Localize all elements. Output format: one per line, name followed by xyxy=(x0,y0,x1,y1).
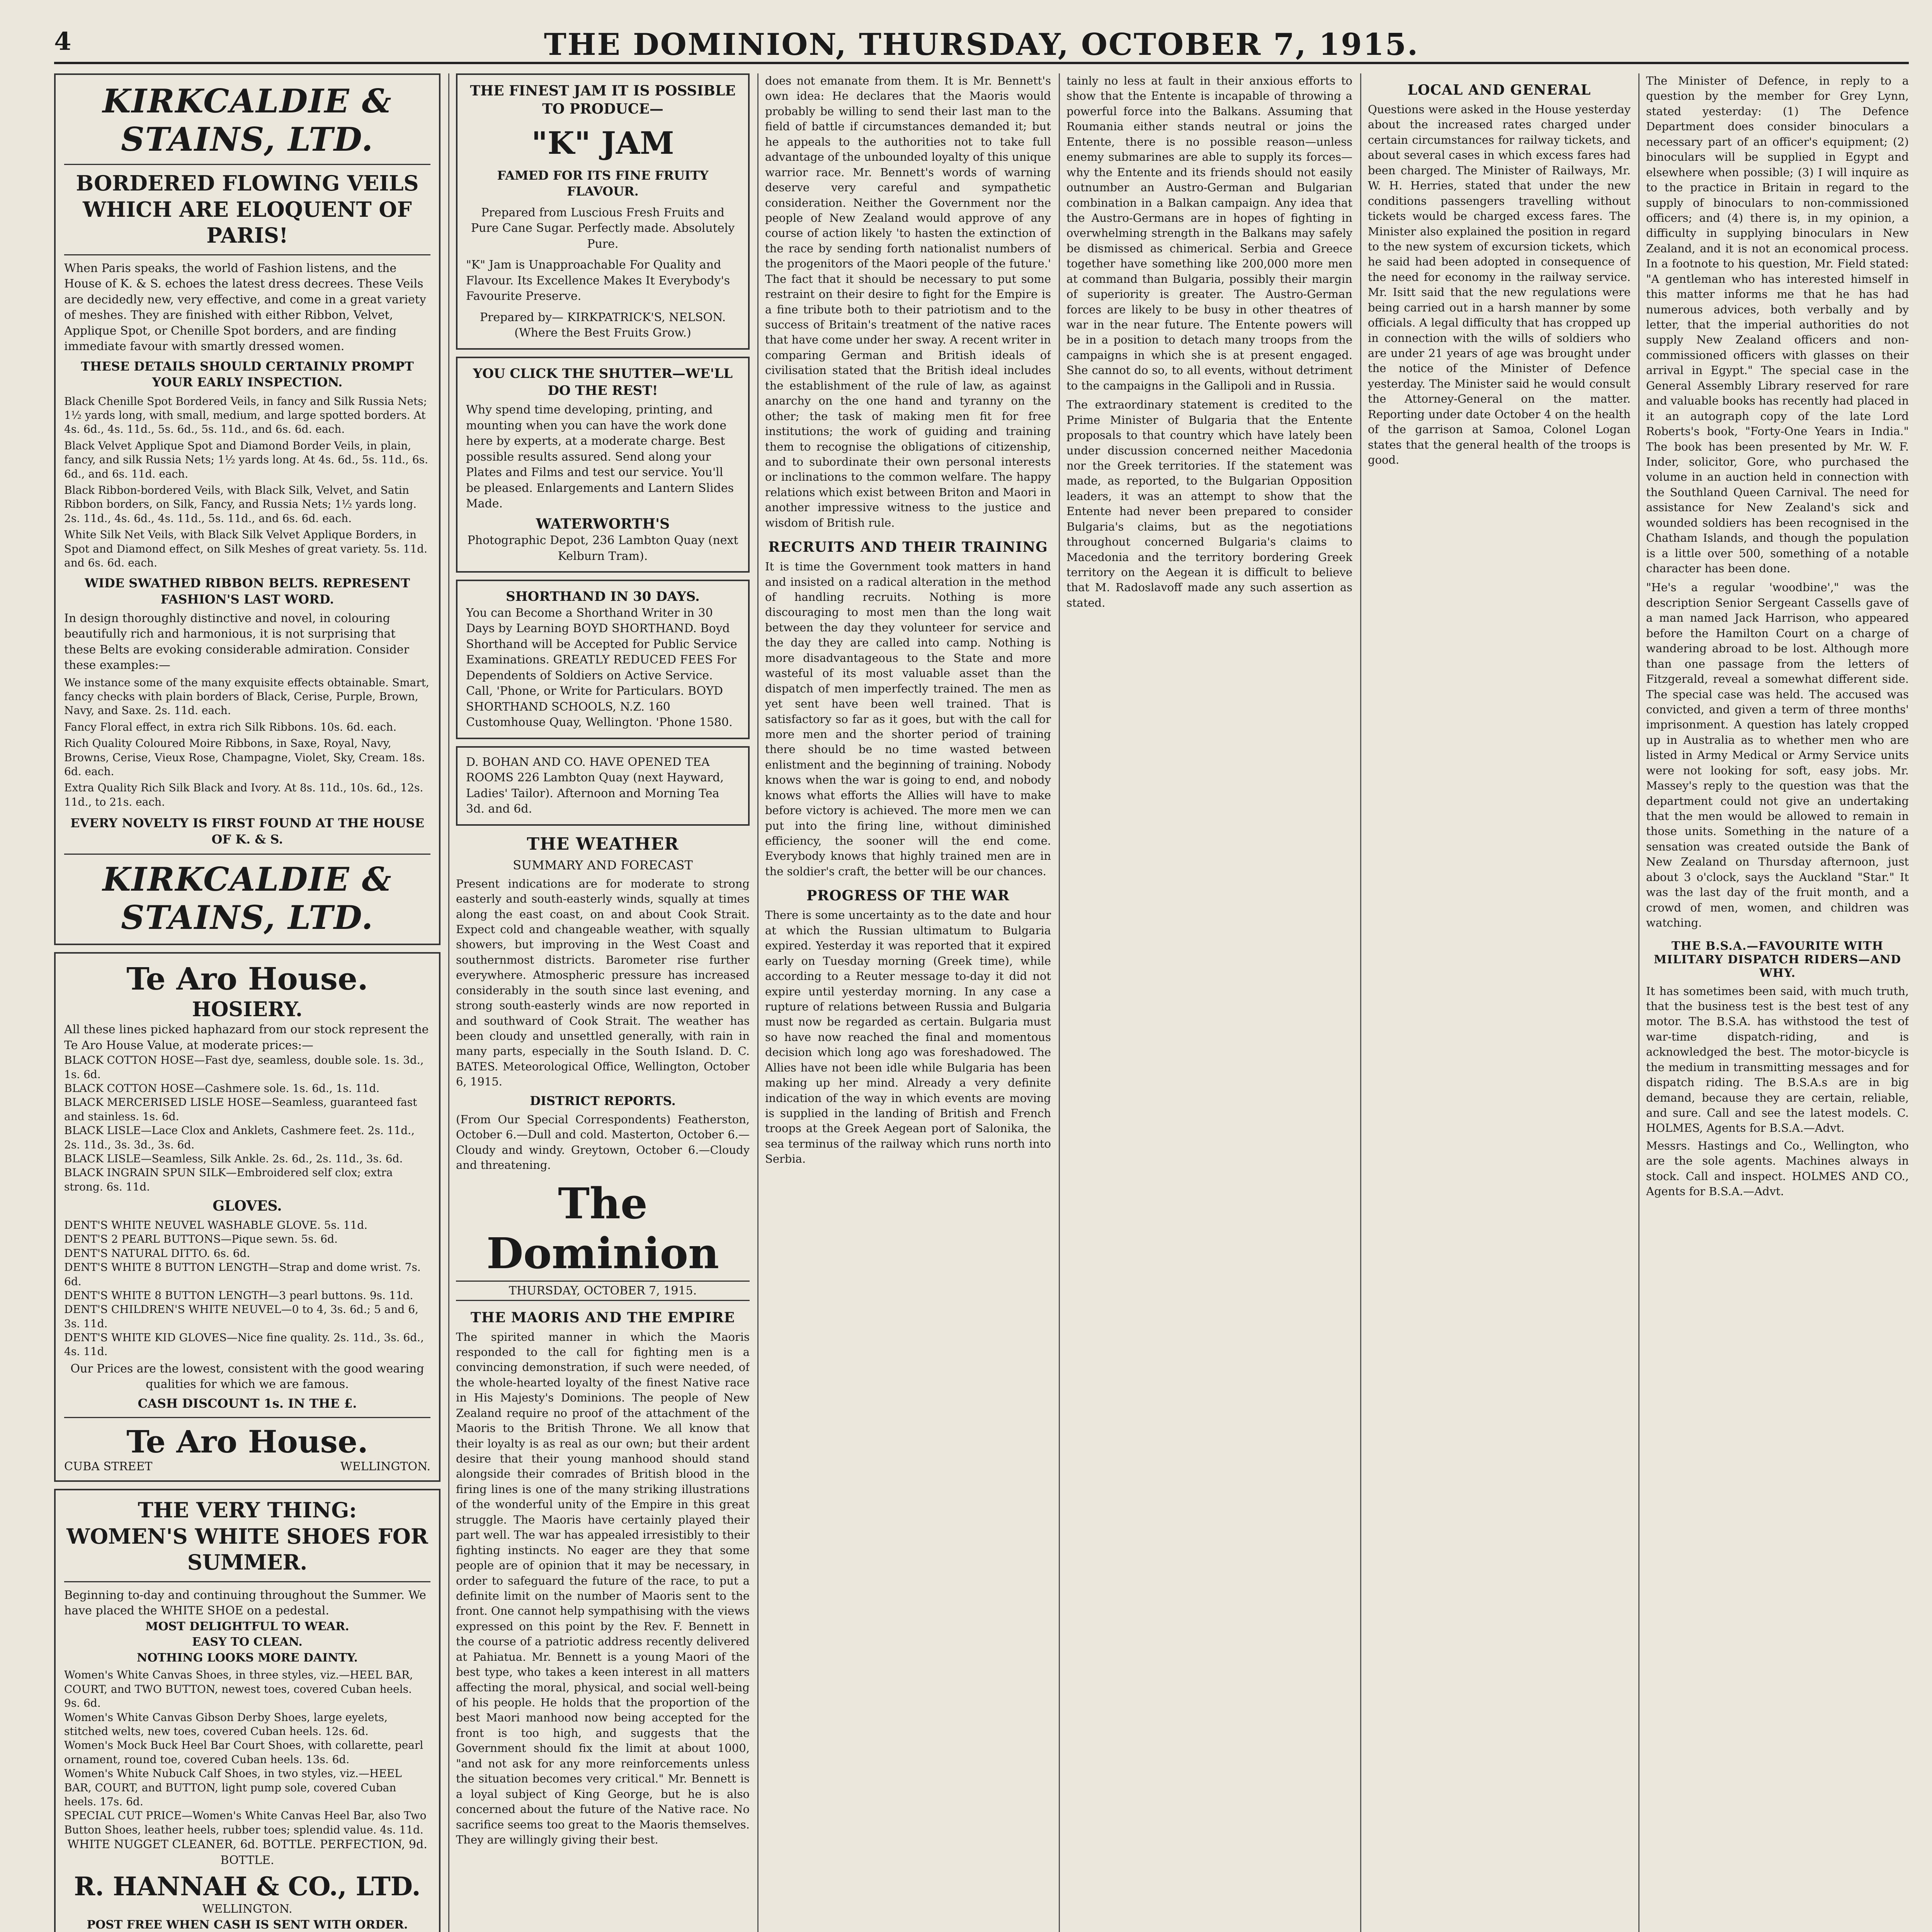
dominion-flag: The Dominion xyxy=(486,1178,719,1278)
veil-item: Black Ribbon-bordered Veils, with Black Silk, Velvet, and Satin Ribbon borders, on Silk, Fancy, and Russia Nets; 1½ yards long. 2s. 11d., 4s. 6d., 4s. 11d., 5s. 11d., and 6s. 6d. each. xyxy=(64,484,417,525)
ad-column-left xyxy=(54,73,440,1932)
te-aro-logo-2: Te Aro House. xyxy=(126,1423,368,1460)
hannah-footer: POST FREE WHEN CASH IS SENT WITH ORDER. xyxy=(87,1918,408,1932)
bsa-heading: THE B.S.A.—FAVOURITE WITH MILITARY DISPATCH RIDERS—AND WHY. xyxy=(1653,939,1901,980)
war-continued: tainly no less at fault in their anxious efforts to show that the Entente is incapable of throwing a powerful force into the Balkans. Assuming that Roumania either stands neutral or joins the Entente, there is no possible reason—unless enemy submarines are able to supply its forces—why the Entente and its friends should not easily outnumber an Austro-German and Bulgarian combination in a Balkan campaign. Any idea that the Austro-Germans are in hopes of fighting in overwhelming strength in the Balkans may safely be dismissed as chimerical. Serbia and Greece together have something like 200,000 more men at command than Bulgaria, possibly their margin of superiority is greater. The Austro-German forces are likely to be busy in other theatres of war in the near future. The Entente powers will be in a position to detach many troops from the campaigns in which she is at present engaged. She cannot do so, to all events, without detriment to the campaigns in the Gallipoli and in Russia. xyxy=(1066,74,1352,392)
jam-lead: THE FINEST JAM IT IS POSSIBLE TO PRODUCE— xyxy=(470,83,736,117)
shoe-item: SPECIAL CUT PRICE—Women's White Canvas Heel Bar, also Two Button Shoes, leather heels, rubber toes; splendid value. 4s. 11d. xyxy=(64,1809,427,1836)
jam-maker: Prepared by— KIRKPATRICK'S, NELSON. (Where the Best Fruits Grow.) xyxy=(480,310,726,340)
photo-ad xyxy=(456,357,750,573)
column-4 xyxy=(1066,73,1352,1932)
recruits-heading: RECRUITS AND THEIR TRAINING xyxy=(768,539,1048,556)
shoe-item: Women's White Nubuck Calf Shoes, in two styles, viz.—HEEL BAR, COURT, and BUTTON, light pump sole, covered Cuban heels. 17s. 6d. xyxy=(64,1767,402,1808)
belt-item: We instance some of the many exquisite effects obtainable. Smart, fancy checks with plain borders of Black, Cerise, Purple, Brown, Navy, and Saxe. 2s. 11d. each. xyxy=(64,676,429,717)
column-rule xyxy=(1360,73,1361,1932)
veil-item: Black Chenille Spot Bordered Veils, in fancy and Silk Russia Nets; 1½ yards long, with small, medium, and large spotted borders. At 4s. 6d., 4s. 11d., 5s. 6d., 5s. 11d., and 6s. 6d. each. xyxy=(64,395,427,436)
belt-item: Fancy Floral effect, in extra rich Silk Ribbons. 10s. 6d. each. xyxy=(64,720,397,733)
te-aro-address xyxy=(64,1460,430,1473)
veil-item: White Silk Net Veils, with Black Silk Velvet Applique Borders, in Spot and Diamond effect, on Silk Meshes of great variety. 5s. 11d. and 6s. 6d. each. xyxy=(64,528,427,569)
district-reports: (From Our Special Correspondents) Featherston, October 6.—Dull and cold. Masterton, October 6.—Cloudy and windy. Greytown, October 6.—Cloudy and threatening. xyxy=(456,1112,750,1172)
shoe-item: Women's White Canvas Gibson Derby Shoes, large eyelets, stitched welts, new toes, covered Cuban heels. 12s. 6d. xyxy=(64,1711,388,1738)
hannah-ad xyxy=(54,1489,440,1932)
photo-address: Photographic Depot, 236 Lambton Quay (next Kelburn Tram). xyxy=(467,534,738,563)
war-continued-2: The extraordinary statement is credited to the Prime Minister of Bulgaria that the Entente proposals to that country which have lately been under discussion concerned neither Macedonia nor the Greek territories. If the statement was made, as reported, to the Bulgarian Opposition leaders, it was an attempt to show that the Entente had never been prepared to consider Bulgaria's claims, but as the negotiations throughout concerned Bulgaria's claims to Macedonia and the territory bordering Greek territory on the Aegean it is difficult to believe that M. Radoslavoff made any such assertion as stated. xyxy=(1066,398,1352,609)
hosiery-item: BLACK LISLE—Lace Clox and Anklets, Cashmere feet. 2s. 11d., 2s. 11d., 3s. 3d., 3s. 6d. xyxy=(64,1124,415,1151)
photo-name: WATERWORTH'S xyxy=(536,515,670,532)
hosiery-item: BLACK MERCERISED LISLE HOSE—Seamless, guaranteed fast and stainless. 1s. 6d. xyxy=(64,1096,417,1123)
tearooms-ad xyxy=(456,746,750,826)
belt-item: Extra Quality Rich Silk Black and Ivory. At 8s. 11d., 10s. 6d., 12s. 11d., to 21s. each. xyxy=(64,781,423,808)
hosiery-item: BLACK INGRAIN SPUN SILK—Embroidered self clox; extra strong. 6s. 11d. xyxy=(64,1166,393,1193)
te-aro-intro: All these lines picked haphazard from our stock represent the Te Aro House Value, at moderate prices:— xyxy=(64,1023,429,1052)
masthead xyxy=(54,19,1909,64)
column-rule xyxy=(757,73,759,1932)
glove-item: DENT'S CHILDREN'S WHITE NEUVEL—0 to 4, 3s. 6d.; 5 and 6, 3s. 11d. xyxy=(64,1303,418,1330)
column-rule xyxy=(1638,73,1639,1932)
local-continued: The Minister of Defence, in reply to a question by the member for Grey Lynn, stated yesterday: (1) The Defence Department does consider binoculars a necessary part of an officer's equipment; (2) binoculars will be supplied in Egypt and elsewhere when possible; (3) I will inquire as to the practice in Britain in regard to the supply of binoculars to non-commissioned officers; and (4) there is, in my opinion, a difficulty in supplying binoculars in New Zealand, and it is not an economical process. In a footnote to his question, Mr. Field stated: "A gentleman who has interested himself in this matter informs me that he has had numerous advices, both verbally and by letter, that the imperial authorities do not supply New Zealand officers and non-commissioned officers with glasses on their arrival in Egypt." The special case in the General Assembly Library reserved for rare and valuable books has recently had placed in it an autograph copy of the late Lord Roberts's book, "Forty-One Years in India." The book has been presented by Mr. W. F. Inder, solicitor, Gore, who purchased the volume in an auction held in connection with the Southland Queen Carnival. The need for assistance for New Zealand's sick and wounded soldiers has been recognised in the Chatham Islands, and though the population is a little over 500, something of a notable character has been done. xyxy=(1646,74,1909,575)
hannah-tag: EASY TO CLEAN. xyxy=(192,1635,303,1649)
te-aro-street: CUBA STREET xyxy=(64,1460,153,1474)
kirkcaldie-callout: THESE DETAILS SHOULD CERTAINLY PROMPT YOUR EARLY INSPECTION. xyxy=(81,359,414,390)
shorthand-text: You can Become a Shorthand Writer in 30 Days by Learning BOYD SHORTHAND. Boyd Shorthand will be Accepted for Public Service Examinations. GREATLY REDUCED FEES For Dependents of Soldiers on Active Service. Call, 'Phone, or Write for Particulars. BOYD SHORTHAND SCHOOLS, N.Z. 160 Customhouse Quay, Wellington. 'Phone 1580. xyxy=(466,606,737,730)
hannah-tag: MOST DELIGHTFUL TO WEAR. xyxy=(145,1619,349,1633)
tearooms-text: D. BOHAN AND CO. HAVE OPENED TEA ROOMS 226 Lambton Quay (next Hayward, Ladies' Tailor). Afternoon and Morning Tea 3d. and 6d. xyxy=(466,755,724,816)
district-reports-heading: DISTRICT REPORTS. xyxy=(530,1093,676,1108)
cash-discount: CASH DISCOUNT 1s. IN THE £. xyxy=(138,1396,357,1411)
veil-item: Black Velvet Applique Spot and Diamond Border Veils, in plain, fancy, and silk Russia Nets; 1½ yards long. At 4s. 6d., 5s. 11d., 6s. 6d., and 6s. 11d. each. xyxy=(64,439,428,480)
shorthand-heading: SHORTHAND IN 30 DAYS. xyxy=(506,589,700,605)
shoe-item: Women's White Canvas Shoes, in three styles, viz.—HEEL BAR, COURT, and TWO BUTTON, newest toes, covered Cuban heels. 9s. 6d. xyxy=(64,1668,413,1710)
column-2 xyxy=(456,73,750,1932)
jam-sub: FAMED FOR ITS FINE FRUITY FLAVOUR. xyxy=(497,168,709,199)
hosiery-item: BLACK LISLE—Seamless, Silk Ankle. 2s. 6d., 2s. 11d., 3s. 6d. xyxy=(64,1152,403,1165)
recruits-article: It is time the Government took matters in hand and insisted on a radical alteration in the method of handling recruits. Nothing is more discouraging to most men than the long wait between the day they volunteer for service and the day they are called into camp. Nothing is more disadvantageous to the State and more wasteful of its most valuable asset than the dispatch of men imperfectly trained. The men as yet sent have been well trained. That is satisfactory so far as it goes, but with the call for more men and the shorter period of training there should be no time wasted between enlistment and the beginning of training. Nobody knows when the war is going to end, and nobody knows what efforts the Allies will have to make before victory is achieved. The more men we can put into the firing line, without diminished efficiency, the sooner will the end come. Everybody knows that highly trained men are in the soldier's craft, the better will be our chances. xyxy=(765,560,1051,878)
war-article: There is some uncertainty as to the date and hour at which the Russian ultimatum to Bulgaria expired. Yesterday it was reported that it expired early on Tuesday morning (Greek time), while according to a Reuter message to-day it did not expire until yesterday morning. In any case a rupture of relations between Russia and Bulgaria must now be regarded as certain. Bulgaria must so have now reached the final and momentous decision which long ago was foreshadowed. The Allies have not been idle while Bulgaria has been making up her mind. Already a very definite indication of the way in which events are moving is supplied in the landing of British and French troops at the Greek Aegean port of Salonika, the sea terminus of the railway which runs north into Serbia. xyxy=(765,908,1051,1166)
glove-item: DENT'S WHITE 8 BUTTON LENGTH—3 pearl buttons. 9s. 11d. xyxy=(64,1289,413,1302)
te-aro-ad xyxy=(54,952,440,1482)
war-heading: PROGRESS OF THE WAR xyxy=(806,888,1010,904)
belts-headline: WIDE SWATHED RIBBON BELTS. REPRESENT FASHION'S LAST WORD. xyxy=(84,576,410,607)
column-rule xyxy=(1059,73,1060,1932)
hannah-tag: NOTHING LOOKS MORE DAINTY. xyxy=(137,1651,358,1665)
hannah-headline-2: WOMEN'S WHITE SHOES FOR SUMMER. xyxy=(66,1524,428,1575)
hosiery-heading: HOSIERY. xyxy=(192,998,303,1022)
hannah-city: WELLINGTON. xyxy=(202,1902,293,1916)
maoris-article: The spirited manner in which the Maoris responded to the call for fighting men is a convincing demonstration, if such were needed, of the whole-hearted loyalty of the finest Native race in His Majesty's Dominions. The people of New Zealand require no proof of the attachment of the Maoris to the British Throne. We all know that their loyalty is as real as our own; but their ardent desire that their young manhood should stand alongside their comrades of British blood in the firing lines is one of the many striking illustrations of the wonderful unity of the Empire in this great struggle. The Maoris have certainly played their part well. The war has appealed irresistibly to their fighting instincts. No eager are they that some people are of opinion that it may be necessary, in order to safeguard the future of the race, to put a definite limit on the number of Maoris sent to the front. One cannot help sympathising with the views expressed on this point by the Rev. F. Bennett in the course of a patriotic address recently delivered at Pahiatua. Mr. Bennett is a young Maori of the best type, who takes a keen interest in all matters affecting the moral, physical, and social well-being of his people. He holds that the proportion of the best Maori manhood now being accepted for the front is too high, and suggests that the Government should fix the limit at about 1000, "and not ask for any more reinforcements unless the situation becomes very critical." Mr. Bennett is a loyal subject of King George, but he is also concerned about the future of the Native race. No sacrifice seems too great to the Maoris themselves. They are willingly giving their best. xyxy=(456,1330,750,1846)
te-aro-city: WELLINGTON. xyxy=(340,1460,430,1474)
column-3 xyxy=(765,73,1051,1932)
kirkcaldie-intro: When Paris speaks, the world of Fashion listens, and the House of K. & S. echoes the latest dress decrees. These Veils are decidedly new, very effective, and come in a great variety of meshes. They are finished with either Ribbon, Velvet, Applique Spot, or Chenille Spot borders, and are finding immediate favour with smartly dressed women. xyxy=(64,261,426,353)
jam-body-2: "K" Jam is Unapproachable For Quality and Flavour. Its Excellence Makes It Everybody's Favourite Preserve. xyxy=(466,258,730,303)
bsa-article: It has sometimes been said, with much truth, that the business test is the best test of any motor. The B.S.A. has withstood the test of war-time dispatch-riding, and is acknowledged the best. The motor-bicycle is the medium in transmitting messages and for dispatch riding. The B.S.A.s are in big demand, because they are certain, reliable, and sure. Call and see the latest models. C. HOLMES, Agents for B.S.A.—Advt. xyxy=(1646,984,1909,1135)
hannah-intro: Beginning to-day and continuing throughout the Summer. We have placed the WHITE SHOE on a pedestal. xyxy=(64,1588,426,1618)
glove-item: DENT'S WHITE KID GLOVES—Nice fine quality. 2s. 11d., 3s. 6d., 4s. 11d. xyxy=(64,1331,424,1358)
local-article: Questions were asked in the House yesterday about the increased rates charged under certain circumstances for railway tickets, and about several cases in which excess fares had been charged. The Minister of Railways, Mr. W. H. Herries, stated that under the new conditions passengers travelling without tickets would be charged excess fares. The Minister also explained the position in regard to the new system of excursion tickets, which he said had been adopted in consequence of the need for economy in the railway service. Mr. Isitt said that the new regulations were being carried out in a harsh manner by some officials. A legal difficulty that has cropped up in connection with the wills of soldiers who are under 21 years of age was brought under the notice of the Minister of Defence yesterday. The Minister said he would consult the Attorney-General on the matter. Reporting under date October 4 on the health of the garrison at Samoa, Colonel Logan states that the general health of the troops is good. xyxy=(1368,103,1631,467)
shoe-item: Women's Mock Buck Heel Bar Court Shoes, with collarette, pearl ornament, round toe, covered Cuban heels. 13s. 6d. xyxy=(64,1739,423,1766)
belt-item: Rich Quality Coloured Moire Ribbons, in Saxe, Royal, Navy, Browns, Cerise, Vieux Rose, Champagne, Violet, Sky, Cream. 18s. 6d. each. xyxy=(64,737,425,778)
kirkcaldie-ad xyxy=(54,73,440,945)
jam-body: Prepared from Luscious Fresh Fruits and Pure Cane Sugar. Perfectly made. Absolutely Pure. xyxy=(471,206,735,251)
glove-item: DENT'S 2 PEARL BUTTONS—Pique sewn. 5s. 6d. xyxy=(64,1233,338,1246)
local-heading: LOCAL AND GENERAL xyxy=(1407,82,1591,98)
weather-section xyxy=(456,834,750,1173)
belts-intro: In design thoroughly distinctive and novel, in colouring beautifully rich and harmonious, it is not surprising that these Belts are evoking considerable admiration. Consider these examples:— xyxy=(64,611,409,672)
gloves-heading: GLOVES. xyxy=(213,1198,282,1214)
column-6 xyxy=(1646,73,1909,1932)
shoe-item: WHITE NUGGET CLEANER, 6d. BOTTLE. PERFECTION, 9d. BOTTLE. xyxy=(67,1838,427,1867)
shorthand-ad xyxy=(456,580,750,739)
masthead-title: THE DOMINION, THURSDAY, OCTOBER 7, 1915. xyxy=(544,27,1419,62)
column-5 xyxy=(1368,73,1631,1932)
weather-text: Present indications are for moderate to strong easterly and south-easterly winds, squally at times along the east coast, on and about Cook Strait. Expect cold and changeable weather, with squally showers, but improving in the West Coast and southernmost districts. Barometer rise further everywhere. Atmospheric pressure has increased considerably in the south since last evening, and strong south-easterly winds are now reported in and southward of Cook Strait. The weather has been cloudy and unsettled generally, with rain in many parts, especially in the South Island. D. C. BATES. Meteorological Office, Wellington, October 6, 1915. xyxy=(456,877,750,1088)
jam-ad xyxy=(456,73,750,350)
kirkcaldie-footer: EVERY NOVELTY IS FIRST FOUND AT THE HOUSE OF K. & S. xyxy=(70,816,424,847)
local-continued-2: "He's a regular 'woodbine'," was the description Senior Sergeant Cassells gave of a man named Jack Harrison, who appeared before the Hamilton Court on a charge of wandering abroad to be lost. Although more than one passage from the letters of Fitzgerald, reveal a somewhat different side. The special case was held. The accused was convicted, and given a term of three months' imprisonment. A question has lately cropped up in Australia as to whether men who are listed in Army Medical or Army Service units were not looking for soft, easy jobs. Mr. Massey's reply to the question was that the department could not give an undertaking that the men would be allowed to remain in those units. Something in the nature of a sensation was created outside the Bank of New Zealand on Thursday afternoon, just about 3 o'clock, says the Auckland "Star." It was the last day of the fruit month, and a crowd of men, women, and children was watching. xyxy=(1646,581,1909,930)
bsa-footer: Messrs. Hastings and Co., Wellington, who are the sole agents. Machines always in stock. Call and inspect. HOLMES AND CO., Agents for B.S.A.—Advt. xyxy=(1646,1139,1909,1198)
kirkcaldie-logo: KIRKCALDIE & STAINS, LTD. xyxy=(102,82,392,158)
weather-heading: THE WEATHER xyxy=(527,834,679,854)
hosiery-item: BLACK COTTON HOSE—Fast dye, seamless, double sole. 1s. 3d., 1s. 6d. xyxy=(64,1054,424,1081)
column-rule xyxy=(448,73,449,1932)
kirkcaldie-logo-2: KIRKCALDIE & STAINS, LTD. xyxy=(102,860,392,937)
photo-text: Why spend time developing, printing, and mounting when you can have the work done here by experts, at a moderate charge. Best possible results assured. Send along your Plates and Films and test our service. You'll be pleased. Enlargements and Lantern Slides Made. xyxy=(466,403,734,511)
maoris-heading: THE MAORIS AND THE EMPIRE xyxy=(470,1309,735,1326)
te-aro-note: Our Prices are the lowest, consistent with the good wearing qualities for which we are famous. xyxy=(70,1362,424,1391)
photo-heading: YOU CLICK THE SHUTTER—WE'LL DO THE REST! xyxy=(473,366,733,398)
kirkcaldie-headline: BORDERED FLOWING VEILS WHICH ARE ELOQUENT OF PARIS! xyxy=(76,171,419,248)
hosiery-item: BLACK COTTON HOSE—Cashmere sole. 1s. 6d., 1s. 11d. xyxy=(64,1082,380,1095)
maoris-continued: does not emanate from them. It is Mr. Bennett's own idea: He declares that the Maoris would probably be willing to send their last man to the field of battle if circumstances demanded it; but he appeals to the authorities not to take full advantage of the unbounded loyalty of this unique warrior race. Mr. Bennett's words of warning deserve very careful and sympathetic consideration. Neither the Government nor the people of New Zealand would approve of any course of action likely 'to hasten the extinction of the race by sending forth nationalist numbers of the progenitors of the Maori people of the future.' The fact that it should be necessary to put some restraint on their desire to fight for the Empire is a fine tribute both to their patriotism and to the success of Britain's treatment of the native races that have come under her sway. A recent writer in comparing German and British ideals of civilisation stated that the British ideal includes the establishment of the rule of law, as against anarchy on the one hand and tyranny on the other; the task of making men fit for free institutions; the work of guiding and training them to recognise the obligations of citizenship, and to subordinate their own personal interests or inclinations to the common welfare. The happy relations which exist between Briton and Maori in another impressive witness to the justice and wisdom of British rule. xyxy=(765,74,1051,529)
jam-name: "K" JAM xyxy=(531,124,674,161)
te-aro-logo: Te Aro House. xyxy=(126,961,368,997)
glove-item: DENT'S NATURAL DITTO. 6s. 6d. xyxy=(64,1247,250,1260)
glove-item: DENT'S WHITE 8 BUTTON LENGTH—Strap and dome wrist. 7s. 6d. xyxy=(64,1261,421,1288)
weather-subheading: SUMMARY AND FORECAST xyxy=(513,857,693,872)
hannah-logo: R. HANNAH & CO., LTD. xyxy=(74,1871,421,1902)
dominion-dateline: THURSDAY, OCTOBER 7, 1915. xyxy=(456,1281,750,1301)
page-number: 4 xyxy=(54,27,71,56)
hannah-headline-1: THE VERY THING: xyxy=(138,1498,357,1523)
glove-item: DENT'S WHITE NEUVEL WASHABLE GLOVE. 5s. 11d. xyxy=(64,1218,368,1231)
